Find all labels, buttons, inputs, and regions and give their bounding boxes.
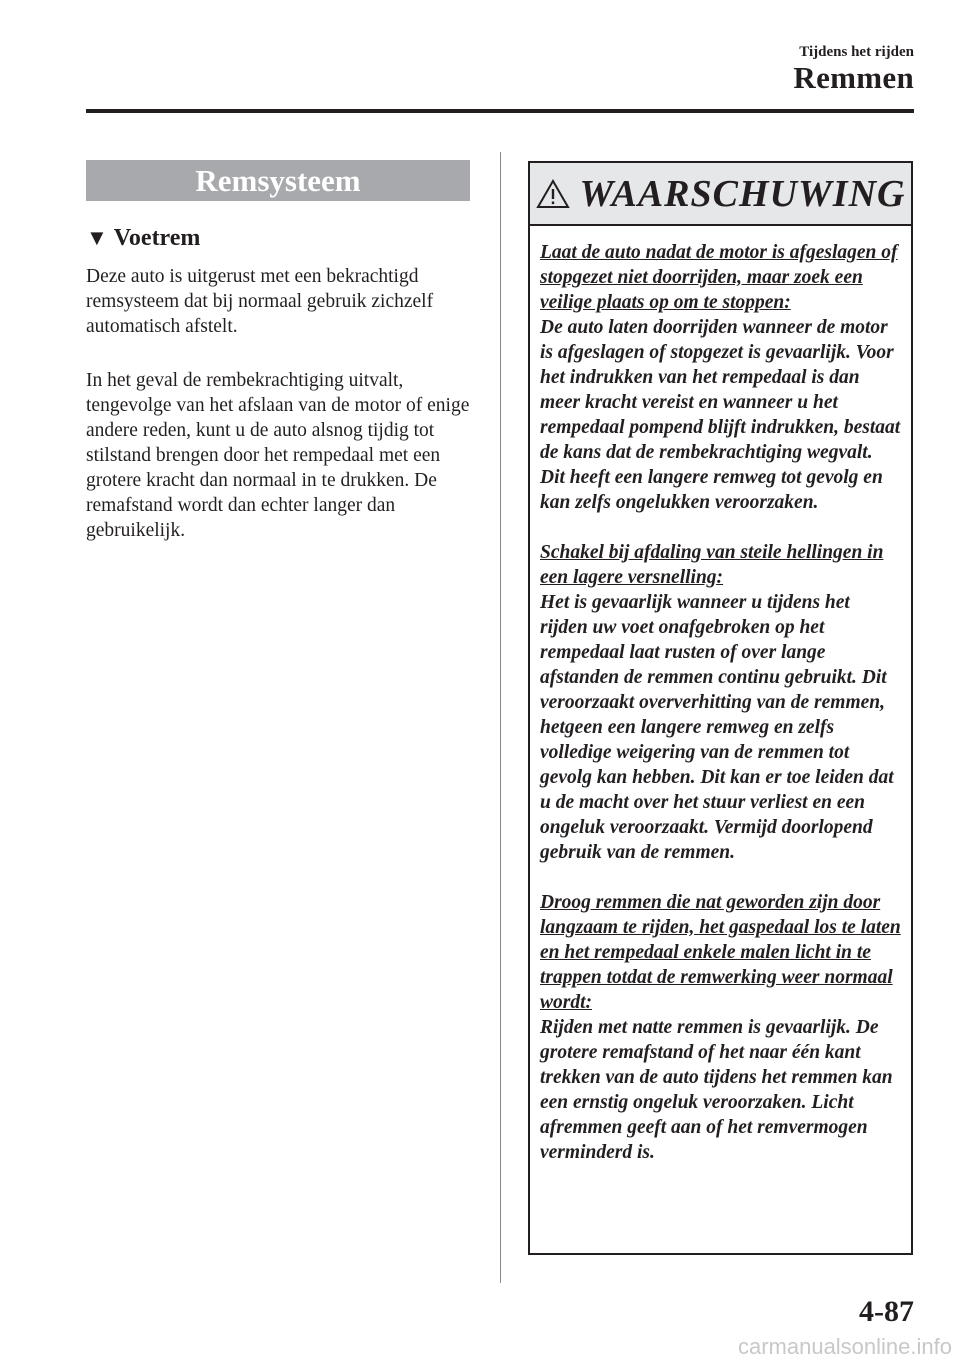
column-divider: [500, 152, 501, 1283]
warning-block-heading: Laat de auto nadat de motor is afgeslagen of stopgezet niet doorrijden, maar zoek een veilige plaats op om te stoppen:: [540, 242, 898, 313]
warning-block-heading: Droog remmen die nat geworden zijn door langzaam te rijden, het gaspedaal los te laten en het rempedaal enkele malen licht in te trappen totdat de remwerking weer normaal wordt:: [540, 892, 901, 1013]
subheading-text: Voetrem: [113, 225, 201, 251]
warning-block-text: Het is gevaarlijk wanneer u tijdens het rijden uw voet onafgebroken op het rempedaal laat rusten of over lange afstanden de remmen continu gebruikt. Dit veroorzaakt oververhitting van de remmen, hetgeen een langere remweg en zelfs volledige weigering van de remmen tot gevolg kan hebben. Dit kan er toe leiden dat u de macht over het stuur verliest en een ongeluk veroorzaakt. Vermijd doorlopend gebruik van de remmen.: [540, 592, 894, 863]
section-title-band: Remsysteem: [86, 160, 470, 201]
warning-block-text: Rijden met natte remmen is gevaarlijk. De grotere remafstand of het naar één kant trekken van de auto tijdens het remmen kan een ernstig ongeluk veroorzaken. Licht afremmen geeft aan of het remvermogen verminderd is.: [540, 1017, 893, 1163]
warning-triangle-icon: [536, 179, 570, 209]
warning-box: [528, 161, 913, 1255]
footer-watermark: carmanualsonline.info: [737, 1334, 952, 1359]
section-title: Remmen: [793, 60, 914, 95]
page-number: 4-87: [859, 1295, 914, 1328]
subheading: [86, 225, 200, 252]
warning-title: WAARSCHUWING: [579, 172, 906, 215]
body-paragraph-2: In het geval de rembekrachtiging uitvalt, tengevolge van het afslaan van de motor of enige andere reden, kunt u de auto alsnog tijdig tot stilstand brengen door het rempedaal met een grotere kracht dan normaal in te drukken. De remafstand wordt dan echter langer dan gebruikelijk.: [86, 370, 470, 541]
header-rule: [86, 109, 914, 113]
warning-header: [530, 163, 911, 226]
triangle-down-icon: ▼: [86, 225, 108, 250]
body-paragraph-1: Deze auto is uitgerust met een bekrachtigd remsysteem dat bij normaal gebruik zichzelf automatisch afstelt.: [86, 266, 434, 337]
warning-block: [540, 240, 901, 515]
warning-body: [530, 226, 911, 1165]
warning-block-text: De auto laten doorrijden wanneer de motor is afgeslagen of stopgezet is gevaarlijk. Voor het indrukken van het rempedaal is dan meer kracht vereist en wanneer u het rempedaal pompend blijft indrukken, bestaat de kans dat de rembekrachtiging wegvalt. Dit heeft een langere remweg tot gevolg en kan zelfs ongelukken veroorzaken.: [540, 317, 901, 513]
chapter-label: Tijdens het rijden: [799, 44, 914, 60]
warning-block: [540, 890, 901, 1165]
warning-block-heading: Schakel bij afdaling van steile hellingen in een lagere versnelling:: [540, 542, 884, 588]
warning-block: [540, 540, 901, 865]
